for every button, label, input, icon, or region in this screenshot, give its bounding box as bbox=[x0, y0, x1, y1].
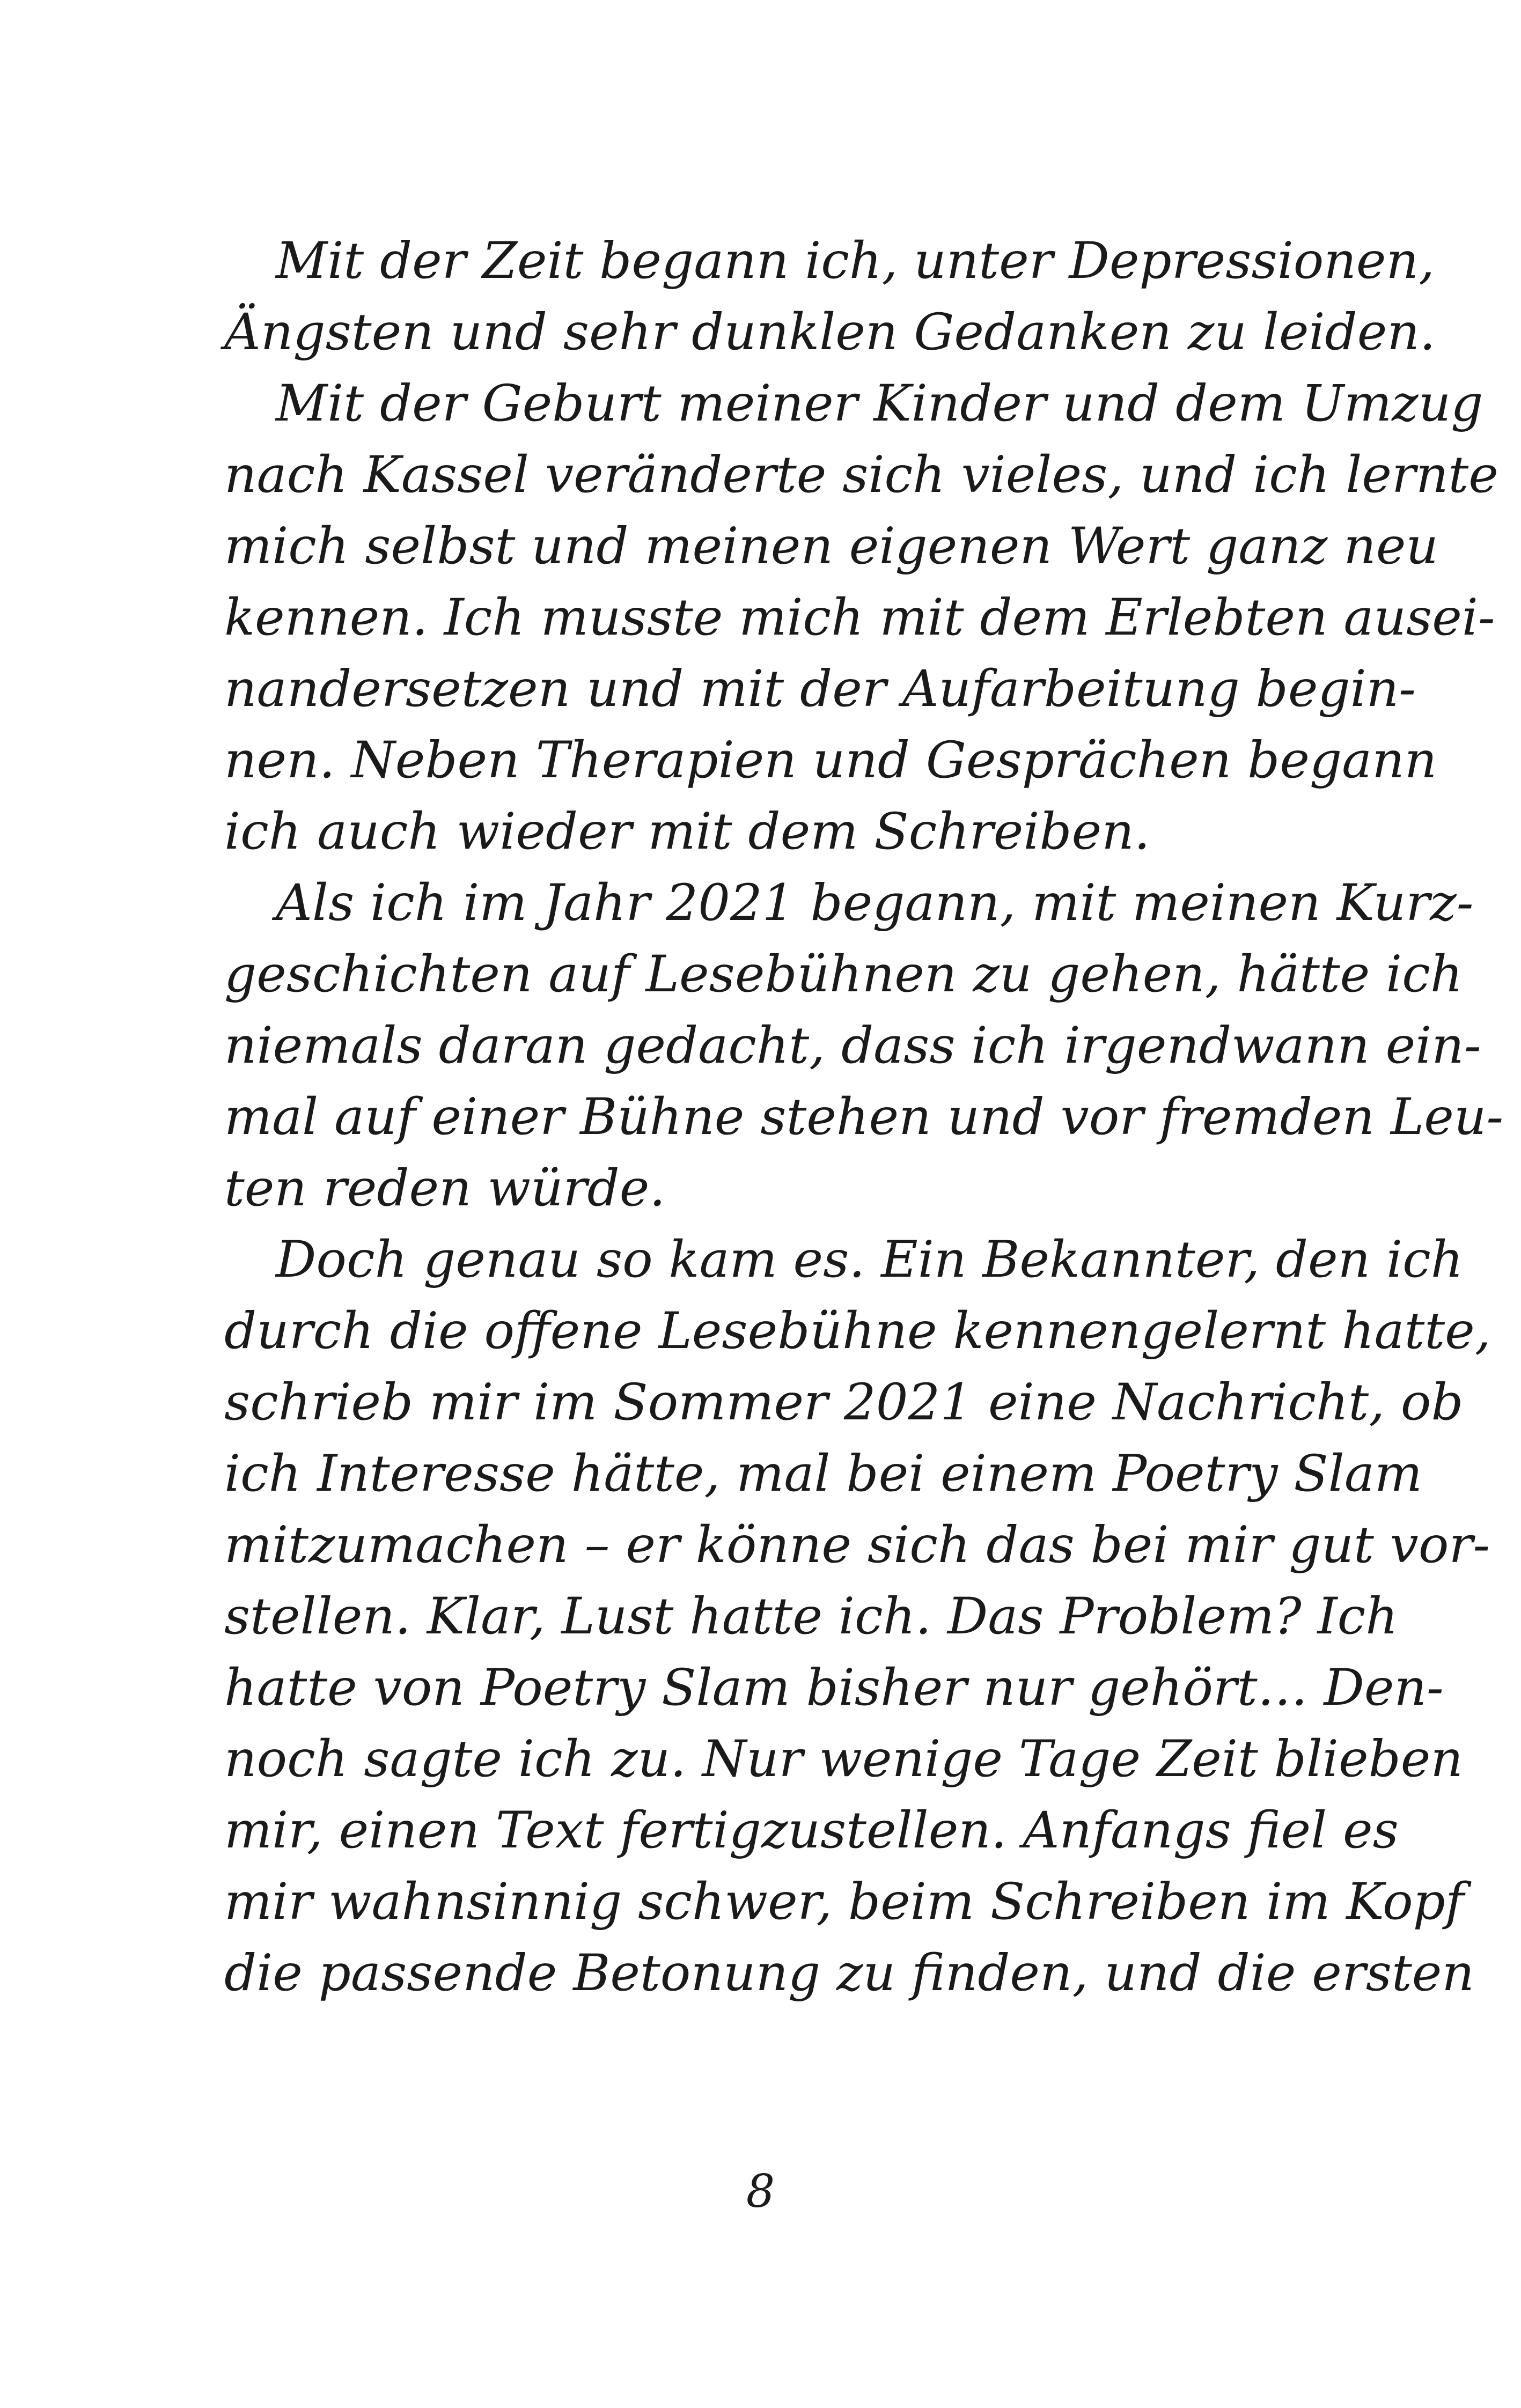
text-line: Ängsten und sehr dunklen Gedanken zu leiden. bbox=[224, 303, 1436, 362]
text-line: ich auch wieder mit dem Schreiben. bbox=[224, 802, 1150, 861]
text-line: nandersetzen und mit der Aufarbeitung begin- bbox=[224, 660, 1416, 718]
text-line: mir, einen Text fertigzustellen. Anfangs fiel es bbox=[224, 1801, 1399, 1860]
text-line: geschichten auf Lesebühnen zu gehen, hätte ich bbox=[224, 945, 1463, 1004]
text-line: schrieb mir im Sommer 2021 eine Nachricht, ob bbox=[224, 1373, 1464, 1432]
text-line: ich Interesse hätte, mal bei einem Poetry Slam bbox=[224, 1445, 1423, 1503]
text-line: mich selbst und meinen eigenen Wert ganz neu bbox=[224, 517, 1438, 576]
text-line: mitzumachen – er könne sich das bei mir gut vor- bbox=[224, 1516, 1490, 1574]
text-line: kennen. Ich musste mich mit dem Erlebten ausei- bbox=[224, 588, 1495, 647]
text-line: Mit der Geburt meiner Kinder und dem Umzug bbox=[276, 374, 1483, 433]
page-number: 8 bbox=[746, 2165, 775, 2218]
text-line: ten reden würde. bbox=[224, 1159, 666, 1218]
text-line: noch sagte ich zu. Nur wenige Tage Zeit blieben bbox=[224, 1730, 1463, 1788]
text-line: mal auf einer Bühne stehen und vor fremden Leu- bbox=[224, 1088, 1504, 1146]
text-line: Mit der Zeit begann ich, unter Depressionen, bbox=[276, 232, 1435, 290]
text-line: die passende Betonung zu finden, und die ersten bbox=[224, 1944, 1474, 2002]
text-line: Doch genau so kam es. Ein Bekannter, den ich bbox=[276, 1231, 1464, 1289]
text-line: durch die offene Lesebühne kennengelernt hatte, bbox=[224, 1302, 1491, 1360]
text-line: hatte von Poetry Slam bisher nur gehört… Den- bbox=[224, 1659, 1444, 1717]
body-text bbox=[224, 225, 1504, 2009]
text-line: niemals daran gedacht, dass ich irgendwann ein- bbox=[224, 1017, 1481, 1075]
text-line: stellen. Klar, Lust hatte ich. Das Problem? Ich bbox=[224, 1587, 1398, 1646]
text-line: mir wahnsinnig schwer, beim Schreiben im Kopf bbox=[224, 1873, 1464, 1931]
text-line: nach Kassel veränderte sich vieles, und ich lernte bbox=[224, 446, 1498, 504]
text-line: Als ich im Jahr 2021 begann, mit meinen Kurz- bbox=[276, 874, 1474, 932]
text-line: nen. Neben Therapien und Gesprächen begann bbox=[224, 731, 1437, 790]
